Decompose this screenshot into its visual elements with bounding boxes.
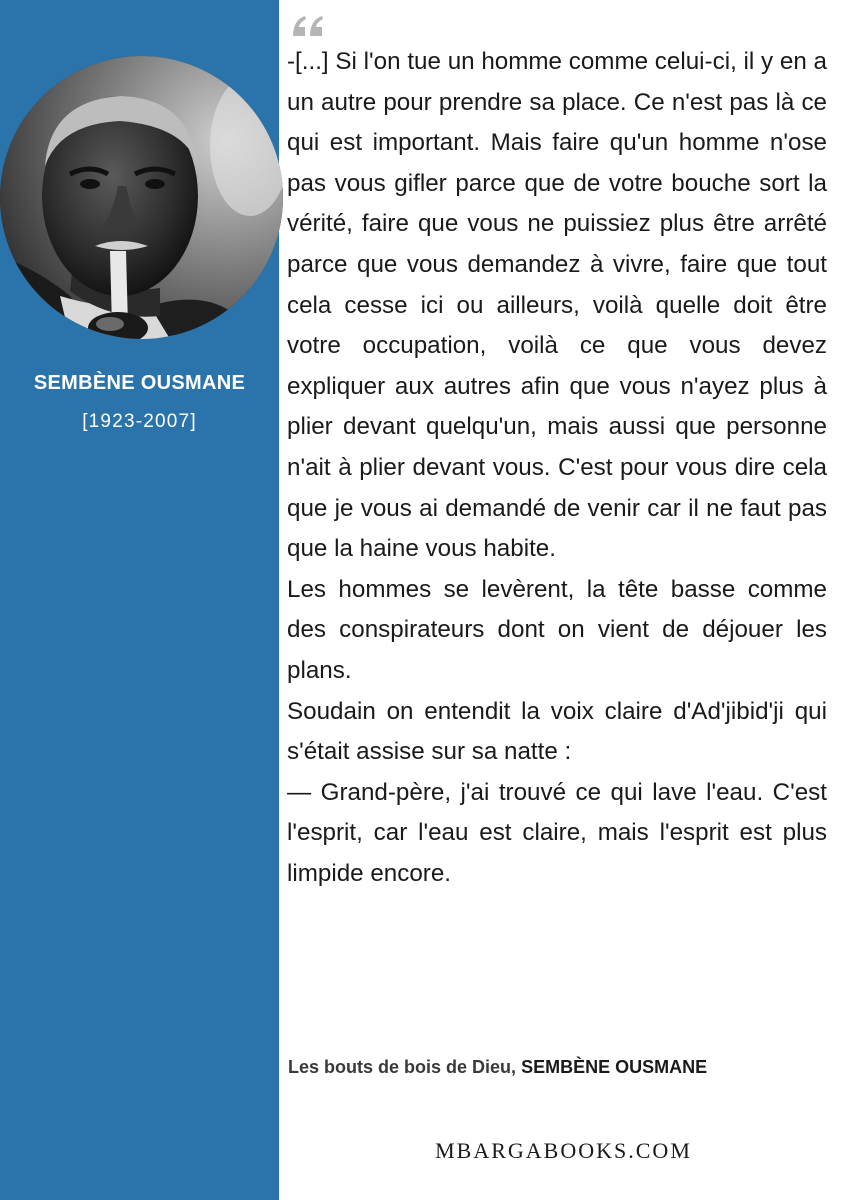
author-portrait [0, 56, 283, 339]
author-years: [1923-2007] [82, 411, 197, 432]
quote-paragraph: -[...] Si l'on tue un homme comme celui-ci, il y en a un autre pour prendre sa place. Ce n'est pas là ce qui est important. Mais faire qu'un homme n'ose pas vous gifler parce que de votre bouche sort la vérité, faire que vous ne puissiez plus être arrêté parce que vous demandez à vivre, faire que tout cela cesse ici ou ailleurs, voilà quelle doit être votre occupation, voilà ce que vous devez expliquer aux autres afin que vous n'ayez plus à plier devant quelqu'un, mais aussi que personne n'ait à plier devant vous. C'est pour vous dire cela que je vous ai demandé de venir car il ne faut pas que la haine vous habite. [287, 48, 827, 563]
portrait-image [0, 56, 283, 339]
website-footer: MBARGABOOKS.COM [435, 1138, 692, 1163]
source-book-title: Les bouts de bois de Dieu, [288, 1057, 517, 1077]
quote-paragraph: Les hommes se levèrent, la tête basse comme des conspirateurs dont on vient de déjouer les plans. [287, 575, 827, 684]
quote-text [287, 42, 827, 894]
author-name: SEMBÈNE OUSMANE [33, 372, 246, 394]
author-sidebar [0, 0, 279, 1200]
quote-mark-icon [291, 14, 327, 38]
quote-paragraph: Soudain on entendit la voix claire d'Ad'jibid'ji qui s'était assise sur sa natte : [287, 697, 827, 766]
quote-source [288, 1057, 707, 1078]
source-author: SEMBÈNE OUSMANE [521, 1057, 708, 1077]
quote-paragraph: — Grand-père, j'ai trouvé ce qui lave l'eau. C'est l'esprit, car l'eau est claire, mais l'esprit est plus limpide encore. [287, 778, 827, 887]
